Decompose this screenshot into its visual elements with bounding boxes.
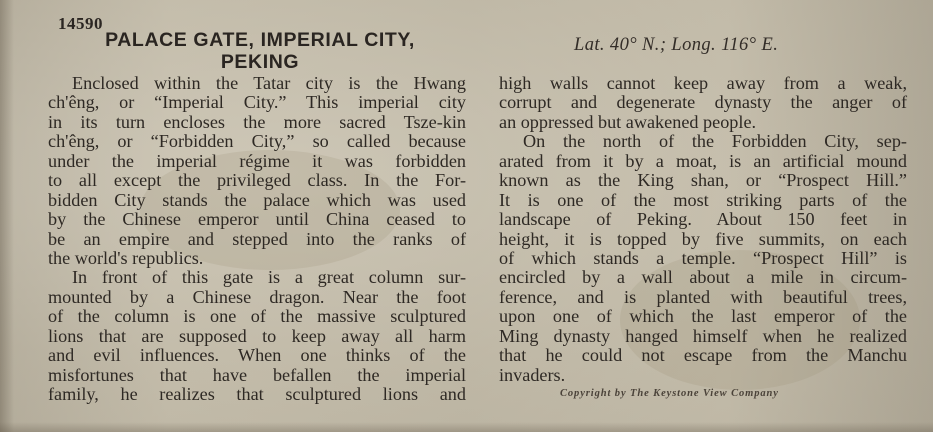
catalog-number: 14590: [58, 14, 103, 33]
text-line: encircled by a wall about a mile in circum-: [499, 267, 907, 288]
card-shadow-edge: [0, 422, 933, 432]
text-line: lions that are supposed to keep away all harm: [48, 325, 466, 346]
text-line: In front of this gate is a great column sur-: [72, 267, 466, 288]
text-line: an oppressed but awakened people.: [499, 111, 757, 132]
text-line: ch'êng, or “Imperial City.” This imperial city: [48, 92, 466, 113]
text-line: and evil influences. When one thinks of the: [48, 345, 466, 366]
text-line: upon one of which the last emperor of the: [499, 306, 907, 327]
text-line: Ming dynasty hanged himself when he realized: [499, 325, 907, 346]
text-line: invaders.: [499, 364, 566, 385]
text-line: known as the King shan, or “Prospect Hill.”: [499, 170, 907, 191]
text-line: high walls cannot keep away from a weak,: [499, 73, 907, 93]
card-title-line: PALACE GATE, IMPERIAL CITY,: [105, 29, 415, 51]
text-line: corrupt and degenerate dynasty the anger of: [499, 92, 907, 113]
text-line: that he could not escape from the Manchu: [499, 345, 907, 366]
text-line: of which stands a temple. “Prospect Hill” is: [499, 247, 907, 268]
text-line: It is one of the most striking parts of the: [499, 189, 907, 210]
text-line: under the imperial régime it was forbidden: [48, 150, 466, 171]
left-text-column: [48, 74, 466, 404]
card-shadow-edge: [0, 0, 14, 432]
latitude-longitude: Lat. 40° N.; Long. 116° E.: [574, 35, 779, 55]
text-line: height, it is topped by five summits, on each: [499, 228, 907, 249]
text-line: bidden City stands the palace which was used: [48, 189, 466, 210]
text-line: mounted by a Chinese dragon. Near the foot: [48, 286, 466, 307]
text-line: ference, and is planted with beautiful trees,: [499, 286, 907, 307]
card-title-line: PEKING: [220, 51, 300, 73]
text-line: the world's republics.: [48, 247, 204, 268]
text-line: family, he realizes that sculptured lions and: [48, 384, 466, 404]
text-line: misfortunes that have befallen the imperial: [48, 364, 466, 385]
text-line: to all except the privileged class. In the For-: [48, 170, 466, 191]
text-line: be an empire and stepped into the ranks of: [48, 228, 466, 249]
text-line: On the north of the Forbidden City, sep-: [523, 131, 907, 152]
text-line: by the Chinese emperor until China ceased to: [48, 209, 466, 230]
right-text-column: [499, 74, 907, 385]
text-line: landscape of Peking. About 150 feet in: [499, 209, 907, 230]
text-line: ch'êng, or “Forbidden City,” so called because: [48, 131, 466, 152]
text-line: in its turn encloses the more sacred Tsze-kin: [48, 111, 466, 132]
text-line: arated from it by a moat, is an artificial mound: [499, 150, 907, 171]
text-line: of the column is one of the massive sculptured: [48, 306, 466, 327]
card-title: [60, 29, 460, 73]
text-line: Enclosed within the Tatar city is the Hwang: [72, 73, 466, 93]
copyright-notice: Copyright by The Keystone View Company: [560, 388, 779, 399]
